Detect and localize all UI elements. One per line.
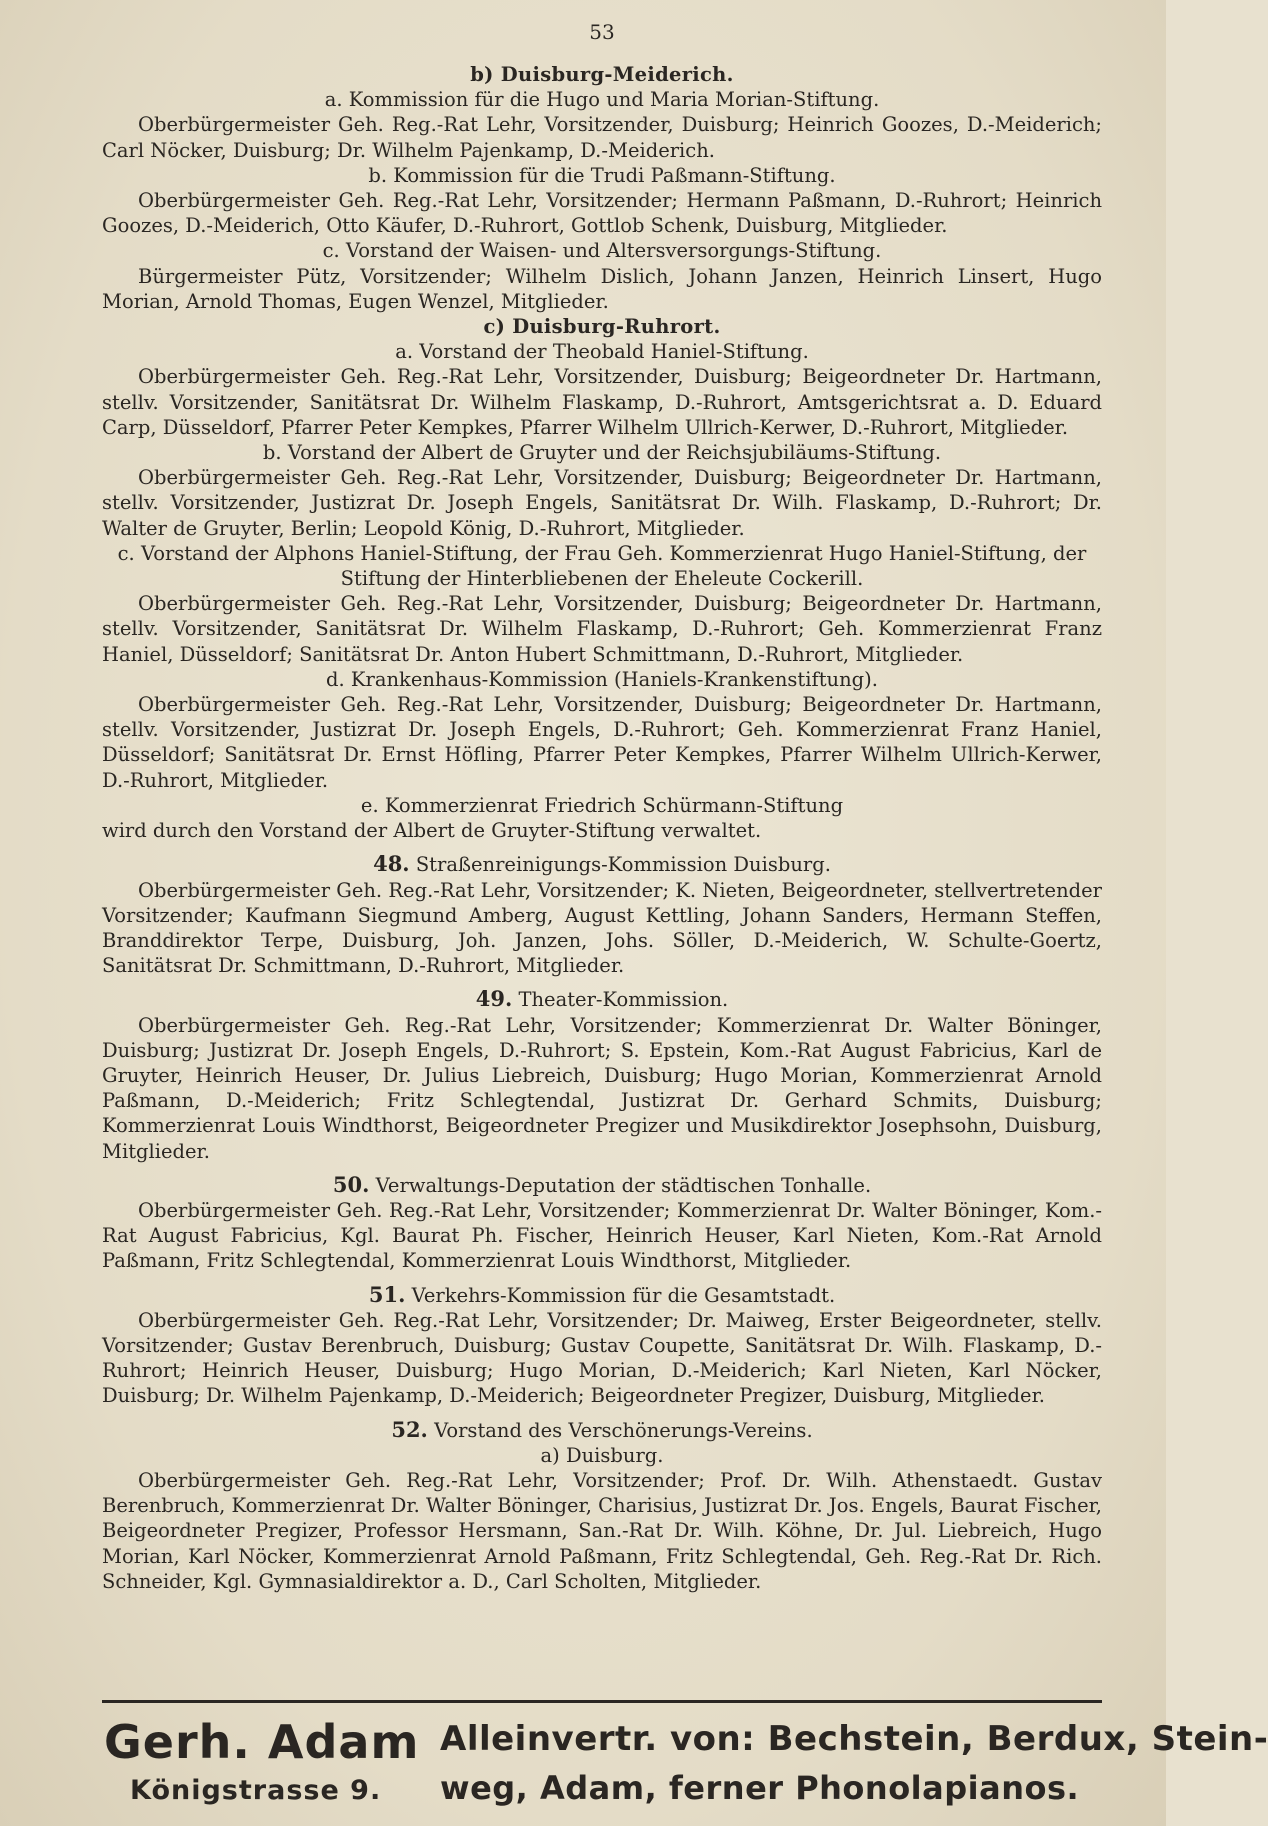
paragraph-theobald-haniel: Oberbürgermeister Geh. Reg.-Rat Lehr, Vorsitzender, Duisburg; Beigeordneter Dr. Hartmann, stellv. Vorsitzender, Sanitätsrat Dr. Wilhelm Flaskamp, D.-Ruhrort, Amtsgerichtsrat a. D. Eduard Carp, Düsseldorf, Pfarrer Peter Kempkes, Pfarrer Wilhelm Ullrich-Kerwer, D.-Ruhrort, Mitglieder. <box>102 365 1102 439</box>
subheading-waisen-stiftung: c. Vorstand der Waisen- und Altersversorgungs-Stiftung. <box>322 239 882 263</box>
paragraph-section-51: Oberbürgermeister Geh. Reg.-Rat Lehr, Vorsitzender; Dr. Maiweg, Erster Beigeordneter, stellv. Vorsitzender; Gustav Berenbruch, Duisburg; Gustav Coupette, Sanitätsrat Dr. Wilh. Flaskamp, D.-Ruhrort; Heinrich Heuser, Duisburg; Hugo Morian, D.-Meiderich; Karl Nieten, Karl Nöcker, Duisburg; Dr. Wilhelm Pajenkamp, D.-Meiderich; Beigeordneter Pregizer, Duisburg, Mitglieder. <box>102 1308 1102 1408</box>
subheading-morian-stiftung: a. Kommission für die Hugo und Maria Morian-Stiftung. <box>324 88 880 112</box>
paragraph-krankenhaus: Oberbürgermeister Geh. Reg.-Rat Lehr, Vorsitzender, Duisburg; Beigeordneter Dr. Hartmann, stellv. Vorsitzender, Justizrat Dr. Joseph Engels, D.-Ruhrort; Geh. Kommerzienrat Franz Haniel, Düsseldorf; Sanitätsrat Dr. Ernst Höfling, Pfarrer Peter Kempkes, Pfarrer Wilhelm Ullrich-Kerwer, D.-Ruhrort, Mitglieder. <box>102 693 1102 792</box>
page-text-column <box>102 0 1102 1594</box>
advert-address: Königstrasse 9. <box>130 1775 382 1806</box>
paragraph-section-52a: Oberbürgermeister Geh. Reg.-Rat Lehr, Vorsitzender; Prof. Dr. Wilh. Athenstaedt. Gustav Berenbruch, Kommerzienrat Dr. Walter Böninger, Charisius, Justizrat Dr. Jos. Engels, Baurat Fischer, Beigeordneter Pregizer, Professor Hersmann, San.-Rat Dr. Wilh. Köhne, Dr. Jul. Liebreich, Hugo Morian, Karl Nöcker, Kommerzienrat Arnold Paßmann, Fritz Schlegtendal, Geh. Reg.-Rat Dr. Rich. Schneider, Kgl. Gymnasialdirektor a. D., Carl Scholten, Mitglieder. <box>102 1468 1102 1593</box>
heading-duisburg-ruhrort: c) Duisburg-Ruhrort. <box>483 315 721 339</box>
section-51-title: Verkehrs-Kommission für die Gesamtstadt. <box>411 1283 836 1307</box>
paragraph-section-49: Oberbürgermeister Geh. Reg.-Rat Lehr, Vorsitzender; Kommerzienrat Dr. Walter Böninger, Duisburg; Justizrat Dr. Joseph Engels, D.-Ruhrort; S. Epstein, Kom.-Rat August Fabricius, Karl de Gruyter, Heinrich Heuser, Dr. Julius Liebreich, Duisburg; Hugo Morian, Kommerzienrat Arnold Paßmann, D.-Meiderich; Fritz Schlegtendal, Justizrat Dr. Gerhard Schmits, Duisburg; Kommerzienrat Louis Windthorst, Beigeordneter Pregizer und Musikdirektor Josephsohn, Duisburg, Mitglieder. <box>102 1013 1102 1163</box>
advert-line-1: Alleinvertr. von: Bechstein, Berdux, Stein- <box>440 1719 1268 1759</box>
paragraph-alphons-haniel: Oberbürgermeister Geh. Reg.-Rat Lehr, Vorsitzender, Duisburg; Beigeordneter Dr. Hartmann, stellv. Vorsitzender, Sanitätsrat Dr. Wilhelm Flaskamp, D.-Ruhrort; Geh. Kommerzienrat Franz Haniel, Düsseldorf; Sanitätsrat Dr. Anton Hubert Schmittmann, D.-Ruhrort, Mitglieder. <box>102 592 1102 666</box>
paragraph-passmann-stiftung: Oberbürgermeister Geh. Reg.-Rat Lehr, Vorsitzender; Hermann Paßmann, D.-Ruhrort; Heinrich Goozes, D.-Meiderich, Otto Käufer, D.-Ruhrort, Gottlob Schenk, Duisburg, Mitglieder. <box>102 189 1102 238</box>
heading-section-52 <box>102 1417 1102 1443</box>
heading-section-50 <box>102 1172 1102 1198</box>
section-48-title: Straßenreinigungs-Kommission Duisburg. <box>415 853 831 877</box>
advert-line-2: weg, Adam, ferner Phonolapianos. <box>440 1769 1080 1807</box>
section-48-number: 48. <box>373 851 410 877</box>
paragraph-morian-stiftung: Oberbürgermeister Geh. Reg.-Rat Lehr, Vorsitzender, Duisburg; Heinrich Goozes, D.-Meiderich; Carl Nöcker, Duisburg; Dr. Wilhelm Pajenkamp, D.-Meiderich. <box>102 113 1102 162</box>
subheading-de-gruyter: b. Vorstand der Albert de Gruyter und der Reichsjubiläums-Stiftung. <box>262 441 942 465</box>
heading-section-51 <box>102 1282 1102 1308</box>
subheading-schuermann: e. Kommerzienrat Friedrich Schürmann-Stiftung <box>360 793 844 817</box>
heading-section-48 <box>102 851 1102 877</box>
section-49-number: 49. <box>475 986 513 1012</box>
paragraph-schuermann: wird durch den Vorstand der Albert de Gruyter-Stiftung verwaltet. <box>102 819 762 843</box>
subheading-passmann-stiftung: b. Kommission für die Trudi Paßmann-Stiftung. <box>368 163 836 187</box>
paragraph-section-50: Oberbürgermeister Geh. Reg.-Rat Lehr, Vorsitzender; Kommerzienrat Dr. Walter Böninger, Kom.-Rat August Fabricius, Kgl. Baurat Ph. Fischer, Heinrich Heuser, Karl Nieten, Kom.-Rat Arnold Paßmann, Fritz Schlegtendal, Kommerzienrat Louis Windthorst, Mitglieder. <box>102 1198 1102 1273</box>
section-49-title: Theater-Kommission. <box>518 988 729 1012</box>
subheading-alphons-haniel: c. Vorstand der Alphons Haniel-Stiftung, der Frau Geh. Kommerzienrat Hugo Haniel-Stiftung, der Stiftung der Hinterbliebenen der Eheleute Cockerill. <box>117 541 1087 591</box>
advertisement-footer <box>102 1700 1268 1813</box>
section-50-title: Verwaltungs-Deputation der städtischen Tonhalle. <box>375 1173 872 1197</box>
subheading-krankenhaus: d. Krankenhaus-Kommission (Haniels-Krankenstiftung). <box>326 667 878 691</box>
subheading-duisburg: a) Duisburg. <box>540 1443 664 1467</box>
paragraph-waisen-stiftung: Bürgermeister Pütz, Vorsitzender; Wilhelm Dislich, Johann Janzen, Heinrich Linsert, Hugo Morian, Arnold Thomas, Eugen Wenzel, Mitglieder. <box>102 264 1102 313</box>
paragraph-section-48: Oberbürgermeister Geh. Reg.-Rat Lehr, Vorsitzender; K. Nieten, Beigeordneter, stellvertretender Vorsitzender; Kaufmann Siegmund Amberg, August Kettling, Johann Sanders, Hermann Steffen, Branddirektor Terpe, Duisburg, Joh. Janzen, Johs. Söller, D.-Meiderich, W. Schulte-Goertz, Sanitätsrat Dr. Schmittmann, D.-Ruhrort, Mitglieder. <box>102 878 1102 978</box>
section-52-title: Vorstand des Verschönerungs-Vereins. <box>434 1418 813 1442</box>
section-51-number: 51. <box>368 1281 406 1307</box>
heading-section-49 <box>102 986 1102 1012</box>
section-50-number: 50. <box>332 1171 370 1197</box>
page-number: 53 <box>589 20 615 44</box>
paragraph-de-gruyter: Oberbürgermeister Geh. Reg.-Rat Lehr, Vorsitzender, Duisburg; Beigeordneter Dr. Hartmann, stellv. Vorsitzender, Justizrat Dr. Joseph Engels, Sanitätsrat Dr. Wilh. Flaskamp, D.-Ruhrort; Dr. Walter de Gruyter, Berlin; Leopold König, D.-Ruhrort, Mitglieder. <box>102 466 1102 540</box>
section-52-number: 52. <box>391 1416 428 1442</box>
subheading-theobald-haniel: a. Vorstand der Theobald Haniel-Stiftung. <box>395 340 809 364</box>
advert-company-name: Gerh. Adam <box>104 1715 420 1769</box>
heading-duisburg-meiderich: b) Duisburg-Meiderich. <box>470 63 734 86</box>
